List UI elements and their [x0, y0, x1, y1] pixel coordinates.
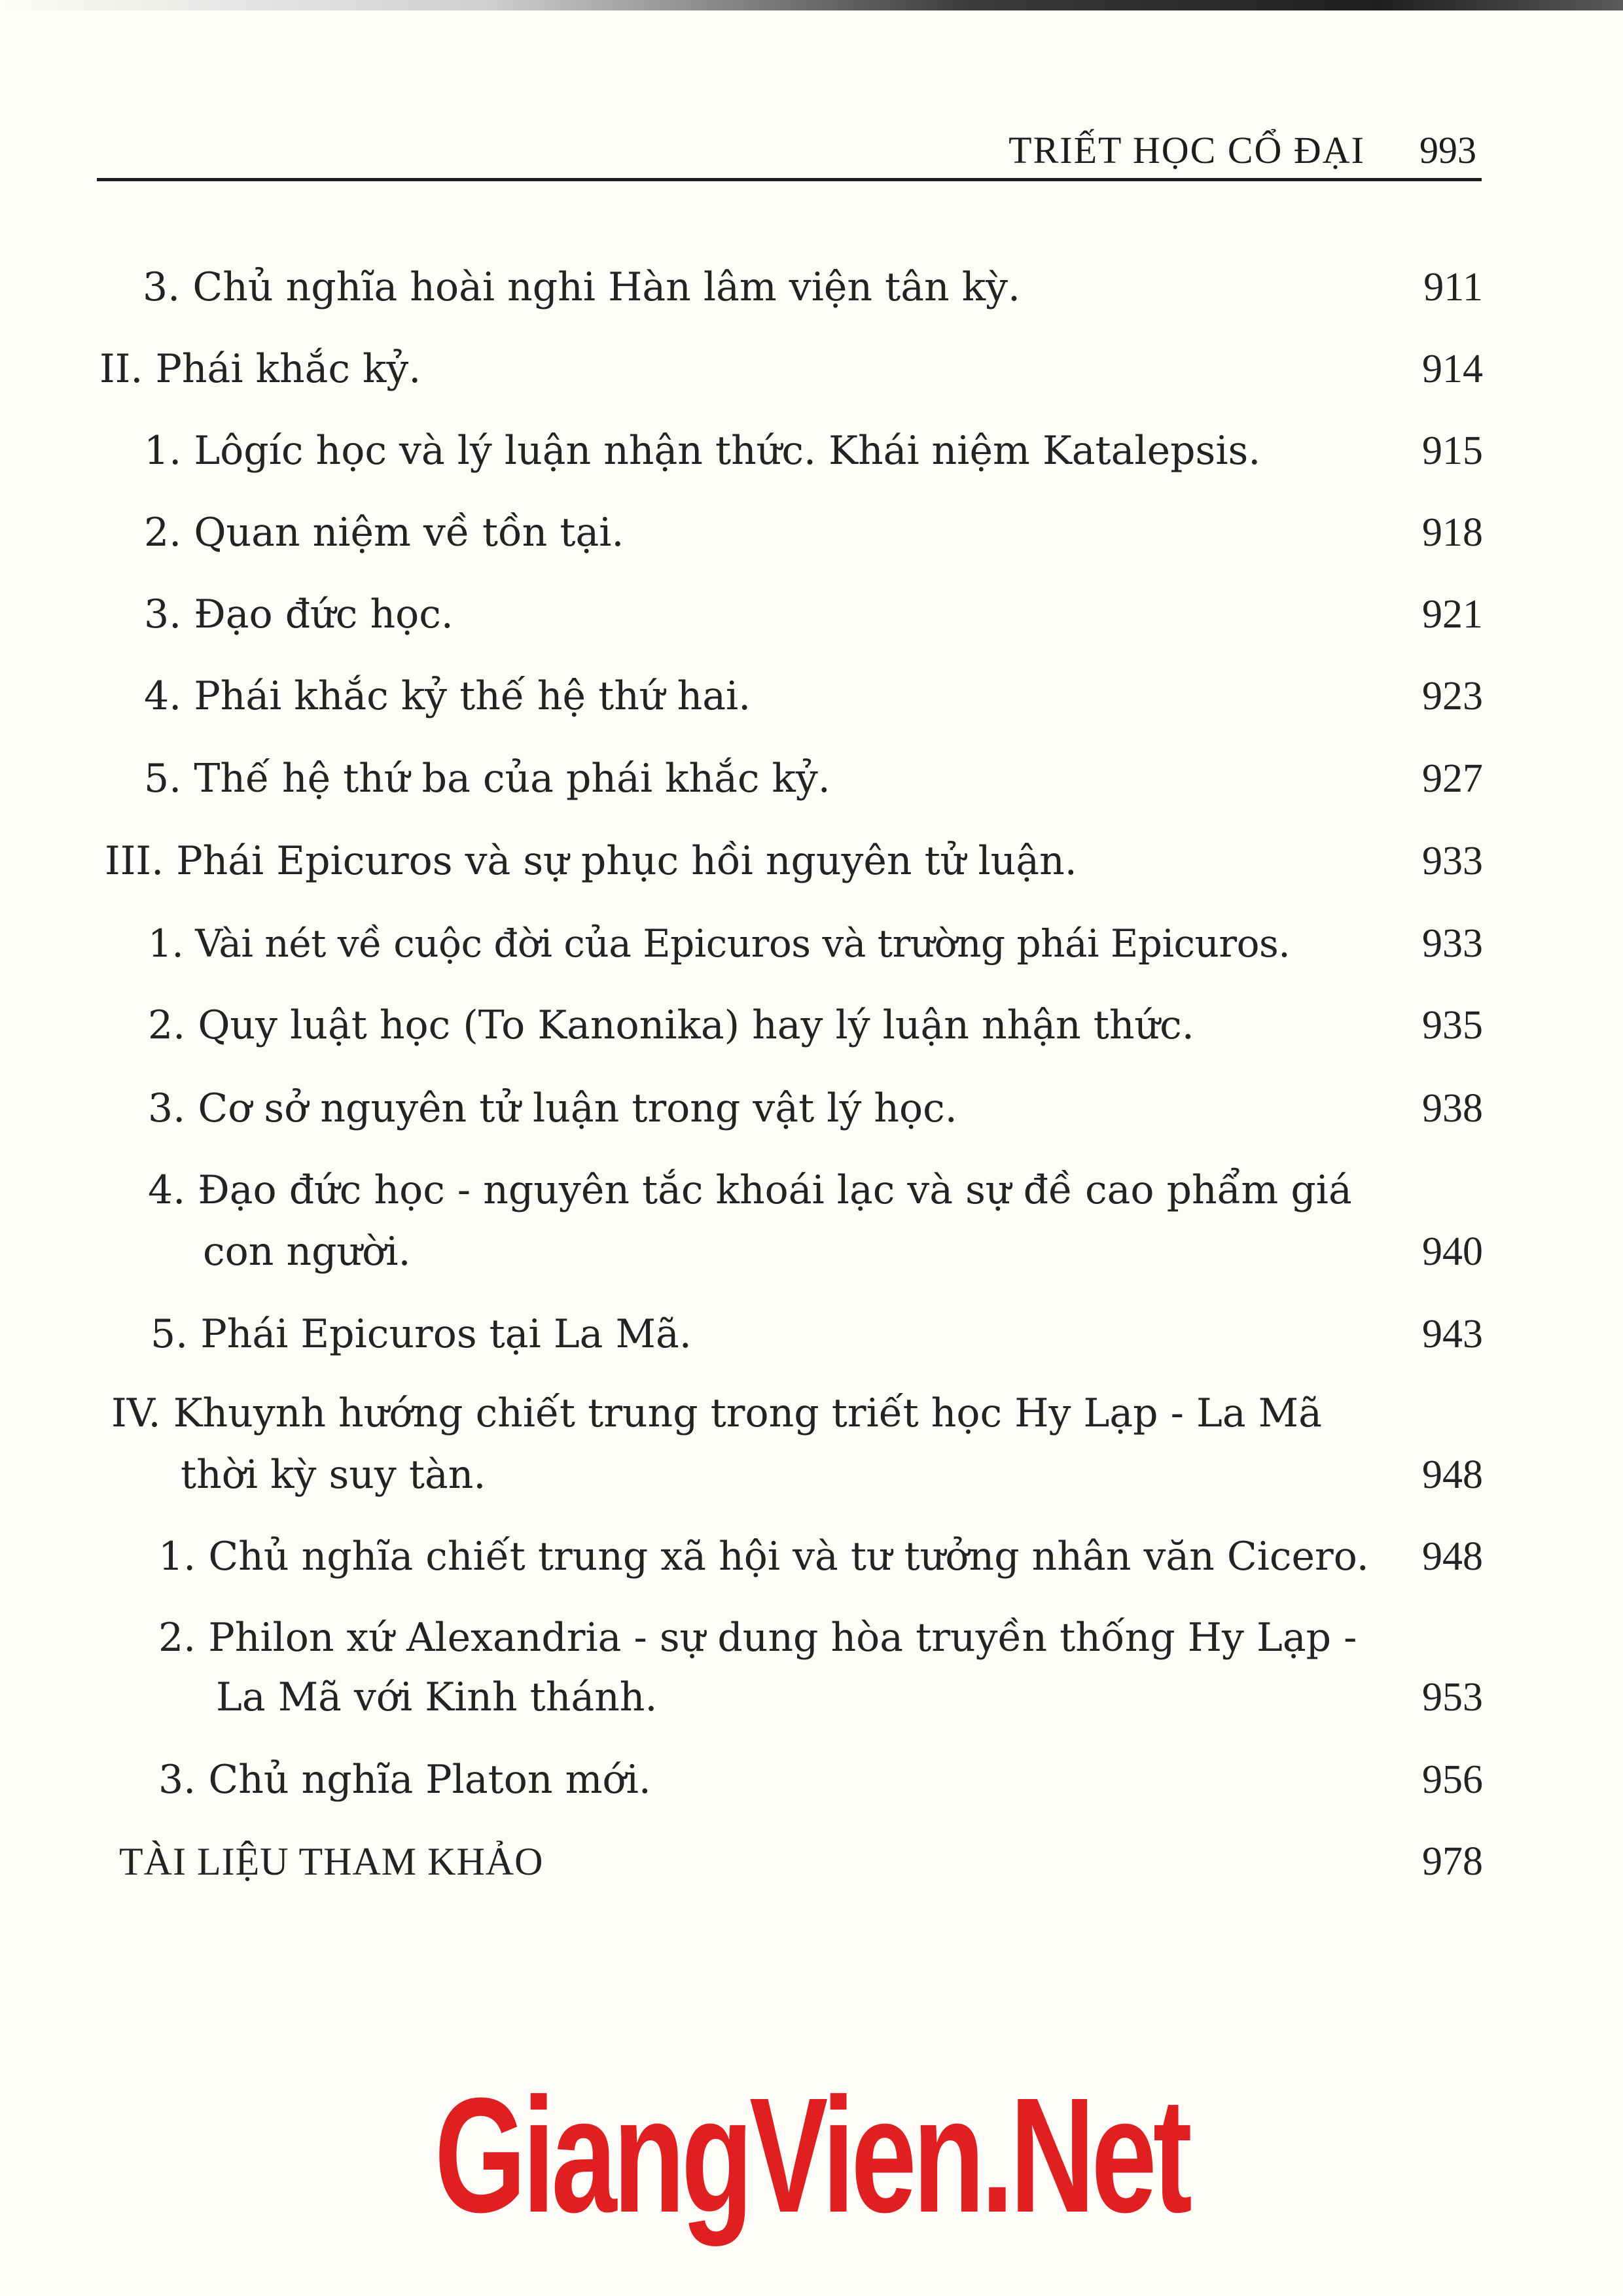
toc-entry-label: 3. Cơ sở nguyên tử luận trong vật lý học. [148, 1086, 957, 1131]
toc-entry-label: 5. Phái Epicuros tại La Mã. [151, 1311, 692, 1357]
toc-entry-label: 5. Thế hệ thứ ba của phái khắc kỷ. [144, 756, 830, 802]
toc-entry-page: 933 [1422, 921, 1483, 966]
toc-entry-page: 914 [1422, 347, 1483, 391]
toc-entry-label-continued: con người. [203, 1229, 411, 1275]
toc-entry-page: 940 [1422, 1229, 1483, 1274]
toc-entry-label: 3. Đạo đức học. [144, 592, 454, 637]
toc-entry-page: 938 [1422, 1086, 1483, 1131]
toc-entry-label: 4. Đạo đức học - nguyên tắc khoái lạc và sự đề cao phẩm giá [148, 1167, 1352, 1213]
toc-entry-label-continued: La Mã với Kinh thánh. [216, 1674, 658, 1720]
toc-entry-page: 956 [1422, 1757, 1483, 1802]
toc-entry-page: 911 [1423, 265, 1483, 309]
toc-entry-label: IV. Khuynh hướng chiết trung trong triết học Hy Lạp - La Mã [111, 1390, 1322, 1436]
toc-entry-page: 927 [1422, 756, 1483, 801]
toc-entry-page: 921 [1422, 592, 1483, 637]
toc-entry-label: 2. Quan niệm về tồn tại. [144, 510, 624, 556]
toc-entry-page: 915 [1422, 429, 1483, 473]
toc-entry-label: III. Phái Epicuros và sự phục hồi nguyên tử luận. [105, 838, 1077, 884]
toc-entry-label: 3. Chủ nghĩa hoài nghi Hàn lâm viện tân kỳ. [143, 264, 1021, 310]
toc-entry-label: 4. Phái khắc kỷ thế hệ thứ hai. [144, 673, 751, 719]
header-title: TRIẾT HỌC CỔ ĐẠI [1008, 129, 1365, 171]
header-page-number: 993 [1419, 129, 1476, 171]
toc-entry-label: II. Phái khắc kỷ. [99, 346, 421, 392]
toc-entry-page: 918 [1422, 510, 1483, 555]
toc-entry-page: 953 [1422, 1675, 1483, 1720]
toc-entry-label: 2. Quy luật học (To Kanonika) hay lý luận nhận thức. [148, 1002, 1194, 1048]
toc-entry-label: 1. Chủ nghĩa chiết trung xã hội và tư tưởng nhân văn Cicero. [158, 1534, 1369, 1580]
toc-entry-page: 933 [1422, 839, 1483, 883]
toc-entry-page: 923 [1422, 674, 1483, 718]
toc-entry-page: 978 [1422, 1839, 1483, 1884]
toc-entry-label-continued: thời kỳ suy tàn. [181, 1452, 486, 1498]
toc-entry-label: 1. Vài nét về cuộc đời của Epicuros và trường phái Epicuros. [148, 921, 1291, 966]
watermark: GiangVien.Net [434, 2064, 1189, 2246]
toc-entry-label: TÀI LIỆU THAM KHẢO [119, 1840, 544, 1883]
toc-entry-page: 943 [1422, 1312, 1483, 1356]
toc-entry-page: 948 [1422, 1453, 1483, 1497]
toc-entry-label: 1. Lôgíc học và lý luận nhận thức. Khái niệm Katalepsis. [144, 428, 1261, 474]
toc-entry-page: 935 [1422, 1003, 1483, 1048]
toc-entry-label: 3. Chủ nghĩa Platon mới. [158, 1757, 651, 1803]
toc-entry-label: 2. Philon xứ Alexandria - sự dung hòa truyền thống Hy Lạp - [158, 1615, 1357, 1661]
toc-entry-page: 948 [1422, 1534, 1483, 1579]
